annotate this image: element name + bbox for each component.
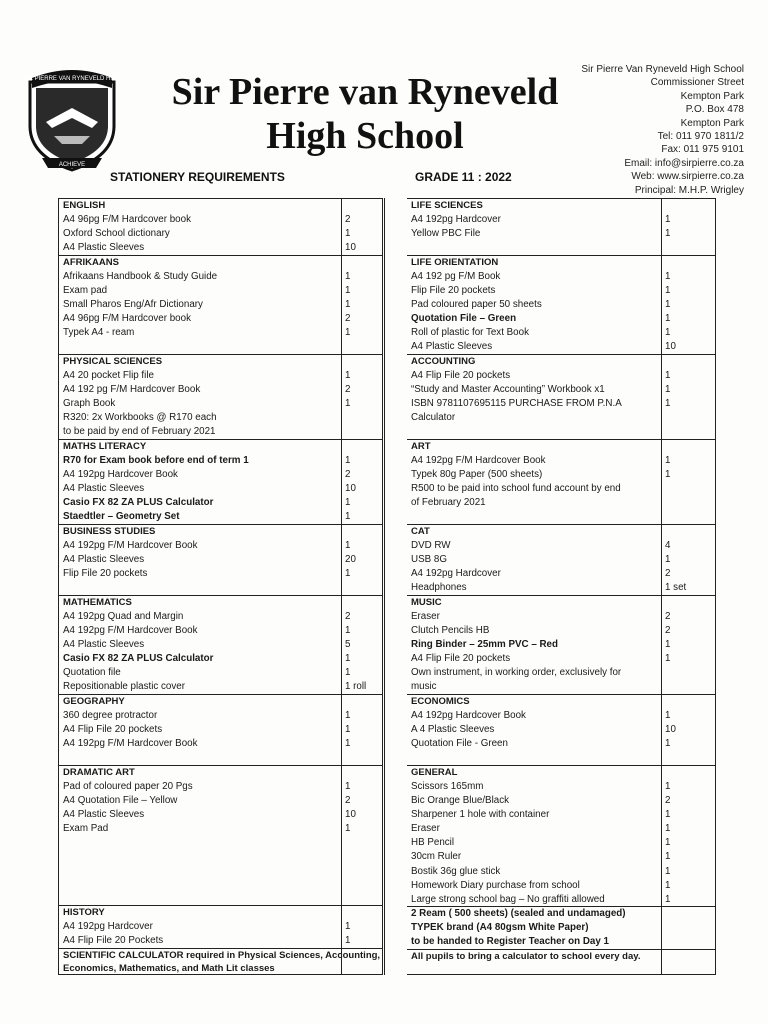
item-row (407, 340, 715, 354)
item-row (59, 723, 382, 737)
item-label: Flip File 20 pockets (411, 285, 496, 297)
item-quantity: 10 (345, 483, 356, 495)
item-quantity: 1 (345, 738, 351, 750)
item-quantity: 1 (665, 837, 671, 849)
item-label: Oxford School dictionary (63, 228, 170, 240)
item-quantity: 1 (665, 823, 671, 835)
item-row (407, 865, 715, 879)
subject-title: GENERAL (411, 767, 458, 778)
item-quantity: 1 (665, 710, 671, 721)
requirements-table (58, 198, 718, 975)
item-label: Eraser (411, 611, 440, 622)
item-quantity: 1 (345, 667, 351, 679)
item-quantity: 1 (345, 781, 351, 792)
item-label: A4 192 pg F/M Book (411, 271, 501, 282)
item-label: HB Pencil (411, 837, 455, 849)
item-row (59, 624, 382, 638)
item-row (59, 383, 382, 397)
subject-section (407, 596, 715, 695)
item-quantity: 2 (665, 611, 671, 622)
item-label: Calculator (411, 412, 456, 424)
contact-line: Web: www.sirpierre.co.za (631, 171, 744, 183)
subject-section (407, 440, 715, 525)
school-title-line1: Sir Pierre van Ryneveld (171, 71, 559, 113)
item-label: A4 96pg F/M Hardcover book (63, 313, 191, 325)
item-quantity: 1 (345, 228, 351, 240)
item-quantity: 1 (665, 370, 671, 381)
item-label: Quotation File - Green (411, 738, 508, 750)
item-row (407, 539, 715, 553)
item-quantity: 1 (665, 781, 671, 792)
item-row (407, 638, 715, 652)
subject-title: LIFE ORIENTATION (411, 257, 499, 268)
item-label: Afrikaans Handbook & Study Guide (63, 271, 218, 282)
item-row (407, 610, 715, 624)
item-label: A4 192pg Hardcover (411, 214, 501, 225)
item-row (59, 553, 382, 567)
subject-title: PHYSICAL SCIENCES (63, 356, 163, 367)
item-label: Typek A4 - ream (63, 327, 135, 339)
item-label: A 4 Plastic Sleeves (411, 724, 495, 736)
item-label: A4 Plastic Sleeves (63, 242, 145, 254)
item-row (407, 369, 715, 383)
item-label: A4 192pg F/M Hardcover Book (63, 625, 198, 637)
item-quantity: 1 (345, 327, 351, 339)
item-row (59, 780, 382, 794)
item-row (407, 624, 715, 638)
subject-section (407, 695, 715, 766)
item-label: Eraser (411, 823, 440, 835)
item-quantity: 1 (345, 497, 351, 509)
crest-top-text: SIR PIERRE VAN RYNEVELD HIGH (22, 76, 122, 82)
item-quantity: 1 (665, 653, 671, 665)
item-quantity: 1 (665, 299, 671, 311)
contact-line: Sir Pierre Van Ryneveld High School (581, 64, 744, 75)
item-row (59, 312, 382, 326)
item-quantity: 20 (345, 554, 356, 566)
item-row (59, 539, 382, 553)
subject-section (407, 525, 715, 596)
item-quantity: 1 (345, 540, 351, 551)
item-label: Casio FX 82 ZA PLUS Calculator (63, 497, 214, 509)
item-quantity: 2 (665, 568, 671, 580)
item-row (59, 610, 382, 624)
item-quantity: 1 (345, 935, 351, 947)
item-label: A4 Plastic Sleeves (63, 639, 145, 651)
item-label: Bic Orange Blue/Black (411, 795, 510, 807)
column-divider (382, 198, 385, 975)
subject-title: MATHS LITERACY (63, 441, 147, 452)
item-row (407, 581, 715, 595)
item-row (59, 326, 382, 340)
item-row (407, 567, 715, 581)
item-label: 30cm Ruler (411, 851, 462, 863)
item-row (407, 553, 715, 567)
item-row (407, 907, 715, 921)
item-quantity: 1 (345, 710, 351, 721)
subject-title: ACCOUNTING (411, 356, 476, 367)
item-label: Typek 80g Paper (500 sheets) (411, 469, 543, 481)
item-row (407, 709, 715, 723)
item-label: A4 Plastic Sleeves (411, 341, 493, 353)
item-row (407, 298, 715, 312)
item-quantity: 1 (665, 327, 671, 339)
item-quantity: 1 (665, 851, 671, 863)
item-label: R70 for Exam book before end of term 1 (63, 455, 249, 466)
item-row (407, 737, 715, 751)
item-quantity: 1 (665, 384, 671, 396)
item-row (407, 482, 715, 496)
item-quantity: 1 (665, 893, 671, 905)
item-label: to be handed to Register Teacher on Day 1 (411, 936, 609, 948)
subject-section (407, 950, 715, 976)
school-title-line2: High School (266, 115, 464, 157)
item-row (59, 411, 382, 425)
item-quantity: 1 (665, 455, 671, 466)
item-quantity: 10 (345, 809, 356, 821)
item-row (59, 567, 382, 581)
item-label: A4 Plastic Sleeves (63, 809, 145, 821)
item-row (407, 836, 715, 850)
section-note: All pupils to bring a calculator to school every day. (411, 951, 641, 962)
item-quantity: 1 (345, 271, 351, 282)
item-quantity: 1 (345, 285, 351, 297)
item-quantity: 1 (665, 214, 671, 225)
item-label: music (411, 681, 437, 693)
item-label: Bostik 36g glue stick (411, 865, 501, 877)
item-quantity: 1 (665, 228, 671, 240)
item-label: DVD RW (411, 540, 451, 551)
item-label: TYPEK brand (A4 80gsm White Paper) (411, 922, 589, 934)
item-label: Casio FX 82 ZA PLUS Calculator (63, 653, 214, 665)
item-quantity: 1 (665, 738, 671, 750)
contact-line: Fax: 011 975 9101 (661, 144, 744, 156)
contact-line: Tel: 011 970 1811/2 (657, 131, 744, 143)
item-label: Small Pharos Eng/Afr Dictionary (63, 299, 203, 311)
item-quantity: 10 (665, 724, 676, 736)
item-row (59, 369, 382, 383)
item-row (407, 850, 715, 864)
item-row (59, 454, 382, 468)
item-row (59, 270, 382, 284)
item-quantity: 1 (665, 865, 671, 877)
item-quantity: 1 (665, 809, 671, 821)
subject-section (59, 695, 382, 766)
subject-title: AFRIKAANS (63, 257, 119, 268)
contact-line: Kempton Park (680, 90, 744, 102)
item-row (59, 638, 382, 652)
item-row (407, 935, 715, 949)
item-label: A4 Flip File 20 pockets (63, 724, 163, 736)
item-label: Pad coloured paper 50 sheets (411, 299, 542, 311)
subject-title: LIFE SCIENCES (411, 200, 483, 211)
subject-section (59, 906, 382, 949)
subject-section (407, 907, 715, 950)
item-quantity: 1 (665, 469, 671, 481)
item-label: Repositionable plastic cover (63, 681, 185, 693)
item-quantity: 2 (345, 469, 351, 481)
item-row (407, 893, 715, 907)
item-row (407, 723, 715, 737)
item-quantity: 1 (665, 398, 671, 410)
item-row (407, 680, 715, 694)
item-quantity: 2 (345, 611, 351, 622)
item-row (59, 425, 382, 439)
item-label: ISBN 9781107695115 PURCHASE FROM P.N.A (411, 398, 622, 410)
contact-block (514, 63, 744, 197)
item-row (407, 270, 715, 284)
section-note: SCIENTIFIC CALCULATOR required in Physical Sciences, Accounting, Economics, Mathematics, and Math Lit classes (63, 950, 381, 974)
item-row (59, 510, 382, 524)
item-row (59, 298, 382, 312)
item-row (59, 666, 382, 680)
contact-line: Email: info@sirpierre.co.za (624, 157, 744, 169)
item-quantity: 1 (345, 823, 351, 835)
item-row (59, 652, 382, 666)
item-row (407, 468, 715, 482)
item-quantity: 1 roll (345, 681, 367, 693)
item-row (59, 680, 382, 694)
subject-section (59, 440, 382, 525)
item-row (59, 737, 382, 751)
item-quantity: 2 (665, 795, 671, 807)
item-quantity: 10 (345, 242, 356, 254)
subject-title: MATHEMATICS (63, 597, 132, 608)
item-row (59, 227, 382, 241)
right-column (407, 198, 716, 975)
item-row (59, 934, 382, 948)
item-row (407, 383, 715, 397)
item-quantity: 1 (345, 398, 351, 410)
item-label: R320: 2x Workbooks @ R170 each (63, 412, 217, 424)
item-row (407, 652, 715, 666)
item-label: Yellow PBC File (411, 228, 481, 240)
item-row (59, 496, 382, 510)
item-label: A4 192pg F/M Hardcover Book (63, 540, 198, 551)
item-label: Homework Diary purchase from school (411, 879, 580, 891)
subject-section (59, 766, 382, 906)
subject-title: DRAMATIC ART (63, 767, 135, 778)
item-quantity: 4 (665, 540, 671, 551)
item-label: A4 Flip File 20 pockets (411, 653, 511, 665)
item-label: A4 Plastic Sleeves (63, 554, 145, 566)
item-quantity: 1 set (665, 582, 687, 594)
item-label: A4 96pg F/M Hardcover book (63, 214, 191, 225)
item-row (407, 312, 715, 326)
item-quantity: 1 (665, 879, 671, 891)
item-label: A4 Quotation File – Yellow (63, 795, 178, 807)
subject-title: ART (411, 441, 431, 452)
item-label: A4 192pg Quad and Margin (63, 611, 184, 622)
item-label: A4 Flip File 20 pockets (411, 370, 511, 381)
item-quantity: 1 (665, 271, 671, 282)
doc-heading: STATIONERY REQUIREMENTS (110, 170, 285, 184)
item-label: Headphones (411, 582, 467, 594)
item-row (407, 921, 715, 935)
subject-section (407, 766, 715, 907)
item-quantity: 2 (665, 625, 671, 637)
subject-section (407, 199, 715, 256)
item-label: to be paid by end of February 2021 (63, 426, 216, 438)
subject-title: MUSIC (411, 597, 442, 608)
item-quantity: 1 (345, 455, 351, 466)
item-label: Exam pad (63, 285, 108, 297)
item-row (59, 822, 382, 836)
item-label: Quotation file (63, 667, 121, 679)
item-row (59, 920, 382, 934)
item-row (59, 808, 382, 822)
contact-line: Kempton Park (680, 117, 744, 129)
item-quantity: 5 (345, 639, 351, 651)
item-label: Graph Book (63, 398, 116, 410)
item-label: Scissors 165mm (411, 781, 484, 792)
item-label: A4 192pg Hardcover (63, 921, 153, 932)
item-label: A4 192pg Hardcover Book (63, 469, 178, 481)
item-quantity: 1 (345, 370, 351, 381)
item-row (407, 227, 715, 241)
item-row (59, 794, 382, 808)
item-row (59, 284, 382, 298)
item-row (407, 822, 715, 836)
item-label: Flip File 20 pockets (63, 568, 148, 580)
item-label: A4 192pg Hardcover Book (411, 710, 526, 721)
item-label: Roll of plastic for Text Book (411, 327, 529, 339)
item-label: A4 20 pocket Flip file (63, 370, 154, 381)
item-quantity: 2 (345, 384, 351, 396)
subject-title: HISTORY (63, 907, 105, 918)
item-label: Sharpener 1 hole with container (411, 809, 550, 821)
item-label: Pad of coloured paper 20 Pgs (63, 781, 193, 792)
school-crest-icon (22, 64, 122, 174)
item-label: Staedtler – Geometry Set (63, 511, 180, 523)
item-label: Own instrument, in working order, exclusively for (411, 667, 622, 679)
subject-title: GEOGRAPHY (63, 696, 125, 707)
item-quantity: 1 (345, 568, 351, 580)
subject-section (59, 199, 382, 256)
item-label: A4 192 pg F/M Hardcover Book (63, 384, 201, 396)
item-row (407, 780, 715, 794)
item-row (407, 794, 715, 808)
subject-section (407, 355, 715, 440)
item-quantity: 1 (345, 724, 351, 736)
item-label: A4 Flip File 20 Pockets (63, 935, 164, 947)
item-label: Ring Binder – 25mm PVC – Red (411, 639, 558, 651)
subject-section (59, 525, 382, 596)
grade-heading: GRADE 11 : 2022 (415, 170, 512, 184)
item-label: Large strong school bag – No graffiti allowed (411, 893, 605, 905)
item-label: A4 192pg F/M Hardcover Book (63, 738, 198, 750)
item-row (407, 879, 715, 893)
item-row (59, 709, 382, 723)
item-quantity: 1 (665, 639, 671, 651)
item-quantity: 1 (345, 653, 351, 665)
contact-line: P.O. Box 478 (685, 104, 744, 116)
item-row (407, 411, 715, 425)
left-column (58, 198, 382, 975)
item-row (407, 213, 715, 227)
subject-section (59, 596, 382, 695)
item-quantity: 2 (345, 795, 351, 807)
item-label: A4 Plastic Sleeves (63, 483, 145, 495)
subject-title: CAT (411, 526, 430, 537)
item-label: Clutch Pencils HB (411, 625, 490, 637)
subject-title: ENGLISH (63, 200, 106, 211)
item-quantity: 1 (665, 313, 671, 325)
contact-line: Commissioner Street (650, 77, 744, 89)
contact-line: Principal: M.H.P. Wrigley (634, 184, 744, 196)
item-label: A4 192pg Hardcover (411, 568, 501, 580)
item-row (407, 284, 715, 298)
item-quantity: 1 (345, 299, 351, 311)
subject-title: ECONOMICS (411, 696, 470, 707)
item-row (407, 326, 715, 340)
item-quantity: 1 (345, 625, 351, 637)
item-row (59, 213, 382, 227)
item-row (59, 397, 382, 411)
item-row (407, 808, 715, 822)
item-label: 2 Ream ( 500 sheets) (sealed and undamaged) (411, 908, 626, 919)
item-label: Exam Pad (63, 823, 109, 835)
item-quantity: 1 (345, 921, 351, 932)
item-quantity: 1 (665, 554, 671, 566)
item-label: R500 to be paid into school fund account by end (411, 483, 621, 495)
subject-section (59, 949, 382, 976)
item-row (407, 666, 715, 680)
subject-section (59, 256, 382, 355)
item-row (59, 482, 382, 496)
subject-section (59, 355, 382, 440)
item-label: USB 8G (411, 554, 447, 566)
item-row (59, 241, 382, 255)
subject-title: BUSINESS STUDIES (63, 526, 156, 537)
item-quantity: 2 (345, 313, 351, 325)
item-label: of February 2021 (411, 497, 486, 509)
item-quantity: 1 (665, 285, 671, 297)
item-row (407, 397, 715, 411)
item-quantity: 10 (665, 341, 676, 353)
item-label: A4 192pg F/M Hardcover Book (411, 455, 546, 466)
item-row (407, 454, 715, 468)
subject-section (407, 256, 715, 355)
item-row (407, 496, 715, 510)
item-label: 360 degree protractor (63, 710, 158, 721)
item-label: Quotation File – Green (411, 313, 517, 325)
item-quantity: 1 (345, 511, 351, 523)
item-label: “Study and Master Accounting” Workbook x1 (411, 384, 605, 396)
item-row (59, 468, 382, 482)
item-quantity: 2 (345, 214, 351, 225)
crest-bottom-text: ACHIEVE (58, 162, 86, 168)
